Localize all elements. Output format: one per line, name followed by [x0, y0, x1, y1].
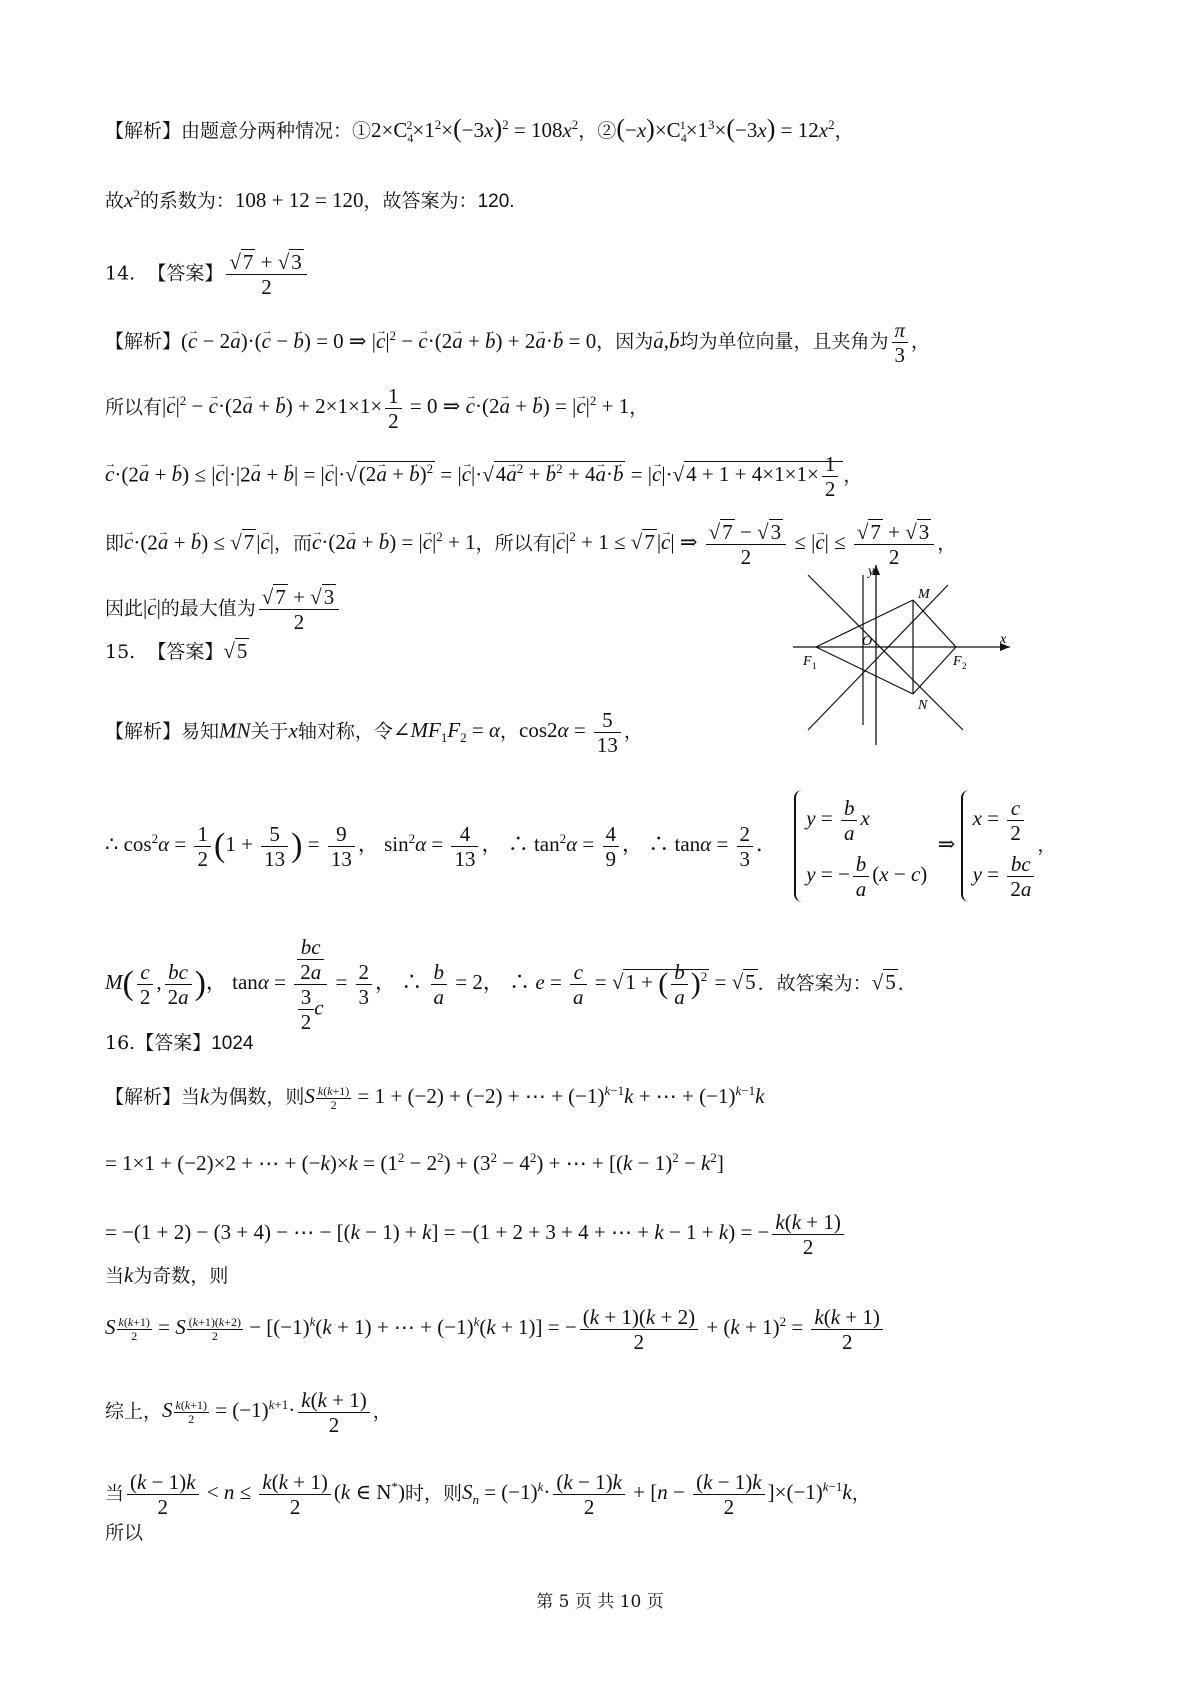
q15-line-1: 【解析】易知MN关于x轴对称，令$\angle MF_1F_2 = \alpha$，cos2α = $\frac{5}{13}$ ，: [105, 708, 643, 757]
formula: M( $\frac{c}{2}$ , $\frac{bc}{2a}$ )， tanα = $\frac{bc}{2a}$ $\frac{3}{2}$ c = $\frac{2}{3}$ ， ∴ $\frac{b}{a}$ = 2， ∴ e = $\frac{c}{a}$ = √1 + ( $\frac{b}{a}$ )$^2$ = √5: [105, 935, 756, 1034]
formula: S $\frac{k(k+1)}{2}$ = S $\frac{(k+1)(k+2)}{2}$ − [$(-1)^k(k + 1)$ + ⋯ + $(-1)^k(k + 1)$] = − $\frac{(k + 1)(k + 2)}{2}$ + $(k + 1)^2$ = $\frac{k(k + 1)}{2}$: [105, 1315, 886, 1339]
text: 即: [105, 532, 125, 555]
n-label: N: [918, 698, 928, 713]
formula: 108 + 12 = 120: [234, 188, 364, 212]
q14-line-2: 所以有$|c \to|^2 - c \to\cdot(2a$ → + b →) + 2×1×1× $\frac{1}{2}$ = 0 ⇒ c →·(2a → + b →) = $|c \to|^2 + 1$，: [105, 384, 1115, 433]
text: 时，则: [404, 1482, 462, 1505]
q14-line-1: 【解析】(c → − 2a →)·(c → − b →) = 0 ⇒ $|c \to|^2 - c \to\cdot(2a$ → + b →) + 2a →·b → = 0，因为a →,b →均为单位向量，且夹角为 $\frac{\pi}{3}$ ，: [105, 318, 1115, 367]
text: x: [288, 718, 298, 743]
text: 关于: [250, 720, 289, 743]
formula: = −(1 + 2) − (3 + 4) − ⋯ − [(k − 1) + k] = −(1 + 2 + 3 + 4 + ⋯ + k − 1 + k) = − $\frac{k(k + 1)}{2}$: [105, 1220, 847, 1244]
text: 为奇数，则: [133, 1265, 229, 1287]
f1-subscript: 1: [812, 661, 817, 671]
text: 轴对称，令: [297, 720, 393, 743]
x-label: x: [1000, 632, 1007, 647]
q16-line-8: [105, 1520, 1115, 1546]
page-footer: 第 5 页 共 10 页: [536, 1592, 664, 1612]
hyperbola-figure: [788, 565, 1018, 750]
formula: (c → − 2a →)·(c → − b →) = 0 ⇒ $|c \to|^2 - c \to\cdot(2a$ → + b →) + 2a →·b → = 0: [181, 329, 596, 353]
text: ，因为: [596, 330, 654, 353]
formula: √5: [871, 970, 896, 995]
q16-line-3: [105, 1210, 1115, 1259]
q13-intro: 由题意分两种情况：: [181, 120, 353, 142]
formula: $\frac{\pi}{3}$: [892, 318, 909, 367]
text: 均为单位向量，且夹角为: [679, 330, 889, 353]
text: 当: [105, 1482, 125, 1505]
formula: $\frac{(k - 1)k}{2}$ < n ≤ $\frac{k(k + 1)}{2}$ (k ∈ N*): [124, 1480, 405, 1504]
m-label: M: [918, 587, 930, 602]
jiexi-label: 【解析】: [105, 720, 182, 743]
jiexi-label: 【解析】: [105, 120, 182, 142]
text: 为偶数，则: [209, 1086, 305, 1108]
q14-line-4: 即c →·(2a → + b →) ≤ √7|c →|，而c →·(2a → + b →) = $|c \to|^2 + 1$，所以有$|c \to|^2 + 1 \le √7|c$ →| ⇒ $\frac{√7 - √3}{2}$ ≤ |c →| ≤ $\frac{√7 + √3}{2}$ ，: [105, 520, 1115, 569]
question-number: 14.: [105, 262, 136, 285]
o-label: O: [862, 634, 873, 649]
q15-line-2: ∴ $\cos^2\alpha$ = $\frac{1}{2}$ (1 + $\frac{5}{13}$ ) = $\frac{9}{13}$ ， $\sin^2\alpha$ = $\frac{4}{13}$ ， ∴ $\tan^2\alpha$ = $\frac{4}{9}$ ， ∴ tanα = $\frac{2}{3}$ ． y = $\frac{b}{a}$ x y = − $\frac{b}{a}$ (x − c) ⇒ x = $\frac{c}{2}$ y = $\frac{bc}{2a}$ ，: [105, 790, 1115, 902]
formula: c →·(2a → + b →) = $|c \to|^2 + 1$: [312, 530, 476, 554]
q14-answer-line: [105, 250, 1115, 299]
formula: S $\frac{k(k+1)}{2}$ = $(-1)^{k+1}\cdot$ $\frac{k(k + 1)}{2}$: [162, 1398, 373, 1422]
f1-label: F: [803, 654, 812, 669]
formula: ∴ $\cos^2\alpha$ = $\frac{1}{2}$ (1 + $\frac{5}{13}$ ) = $\frac{9}{13}$ ， $\sin^2\alpha$ = $\frac{4}{13}$ ， ∴ $\tan^2\alpha$ = $\frac{4}{9}$ ， ∴ tanα = $\frac{2}{3}$ ． y = $\frac{b}{a}$ x y = − $\frac{b}{a}$ (x − c) ⇒ x = $\frac{c}{2}$ y = $\frac{bc}{2a}$: [105, 832, 1037, 856]
segment-mf2: [913, 600, 956, 647]
f2-label: F: [953, 654, 962, 669]
text: 综上，: [105, 1400, 163, 1423]
text: 故: [105, 190, 125, 212]
q13-line-1: 【解析】由题意分两种情况：$①2\times C_4^2\times 1^2\times(-3x)^2 = 108x^2$，$②(-x)\times C_4^1\times 1^3\times(-3x) = 12x^2$，: [105, 114, 854, 146]
formula: $x^2$: [124, 187, 140, 212]
q16-line-5: [105, 1305, 1115, 1354]
answer-fraction: $\frac{√7 + √3}{2}$: [226, 250, 306, 299]
question-number: 16.: [105, 1032, 136, 1054]
formula: k: [200, 1084, 210, 1108]
formula: k: [124, 1263, 134, 1287]
answer: √5: [223, 639, 248, 663]
text: 的最大值为: [160, 597, 256, 620]
text: 的系数为：: [139, 190, 235, 212]
text: MN: [219, 718, 251, 743]
jiexi-label: 【解析】: [105, 330, 182, 353]
q16-line-4: [105, 1262, 1115, 1289]
case1-marker: ①: [352, 120, 372, 142]
q16-answer-line: [105, 1030, 1115, 1057]
jiexi-label: 【解析】: [105, 1086, 182, 1108]
formula: a →,b →: [653, 329, 679, 353]
q14-line-3: c →·(2a → + b →) ≤ |c →|·|2a → + b →| = |c →|·√(2a → + b →)$^2$ = |c →|·√4a →$^2$ + b →$^2$ + 4a →·b → = |c →|·√4 + 1 + 4×1×1× $\frac{1}{2}$ ，: [105, 452, 1115, 501]
q13-line-2: [105, 187, 1115, 215]
q16-line-6: 综上，S $\frac{k(k+1)}{2}$ = $(-1)^{k+1}\cdot$ $\frac{k(k + 1)}{2}$ ，: [105, 1388, 392, 1437]
formula: $(-x)\times C_4^1\times 1^3\times(-3x) = 12x^2$: [616, 114, 835, 146]
segment-f1n: [816, 647, 913, 694]
text: 当: [181, 1086, 201, 1108]
q16-answer: 1024: [211, 1033, 254, 1054]
f2-subscript: 2: [962, 661, 967, 671]
case2-marker: ②: [597, 120, 617, 142]
formula: c →·(2a → + b →) ≤ √7|c →|: [124, 529, 274, 554]
y-label: y: [868, 565, 875, 579]
segment-nf2: [913, 647, 956, 694]
q16-line-2: [105, 1150, 1115, 1177]
question-number: 15.: [105, 641, 136, 663]
text: 因此: [105, 597, 144, 620]
text: 所以: [105, 1522, 144, 1544]
daan-label: 【答案】: [135, 1032, 212, 1054]
text: 易知: [181, 720, 220, 743]
text: 所以有: [105, 396, 163, 419]
formula: $\angle MF_1F_2 = \alpha$: [392, 718, 501, 746]
formula: $|c \to|^2 - c \to\cdot(2a$ → + b →) + 2×1×1× $\frac{1}{2}$ = 0 ⇒ c →·(2a → + b →) = $|c \to|^2 + 1$: [162, 394, 629, 418]
text: 当: [105, 1265, 125, 1287]
formula: S $\frac{k(k+1)}{2}$ = 1 + (−2) + (−2) + ⋯ + $(-1)^{k-1}k$ + ⋯ + $(-1)^{k-1}k$: [304, 1083, 765, 1112]
formula: = 1×1 + (−2)×2 + ⋯ + $(-k)\times k = (1^2 - 2^2) + (3^2 - 4^2)$ + ⋯ + $[(k - 1)^2 - k^2]$: [105, 1150, 724, 1175]
formula: $|c \to|^2 + 1 \le √7|c$ →| ⇒ $\frac{√7 - √3}{2}$ ≤ |c →| ≤ $\frac{√7 + √3}{2}$: [552, 530, 938, 554]
formula: c →·(2a → + b →) ≤ |c →|·|2a → + b →| = |c →|·√(2a → + b →)$^2$ = |c →|·√4a →$^2$ + b →$^2$ + 4a →·b → = |c →|·√4 + 1 + 4×1×1× $\frac{1}{2}$: [105, 461, 843, 486]
text: ，所以有: [475, 532, 552, 555]
daan-label: 【答案】: [147, 262, 224, 285]
text: ．故答案为：: [757, 972, 872, 995]
text: ，故答案为：: [363, 190, 478, 212]
formula: $2\times C_4^2\times 1^2\times(-3x)^2 = 108x^2$: [371, 114, 579, 146]
q15-line-3: M( $\frac{c}{2}$ , $\frac{bc}{2a}$ )， tanα = $\frac{bc}{2a}$ $\frac{3}{2}$ c = $\frac{2}{3}$ ， ∴ $\frac{b}{a}$ = 2， ∴ e = $\frac{c}{a}$ = √1 + ( $\frac{b}{a}$ )$^2$ = √5 ．故答案为：√5 ．: [105, 935, 917, 1034]
formula: |c →|: [143, 596, 161, 620]
formula: cos2α = $\frac{5}{13}$: [519, 718, 624, 742]
q16-line-1: [105, 1083, 1115, 1112]
formula: $\frac{√7 + √3}{2}$: [259, 585, 339, 634]
q16-line-7: 当 $\frac{(k - 1)k}{2}$ < n ≤ $\frac{k(k + 1)}{2}$ (k ∈ N*)时，则$S_n = (-1)^k\cdot$ $\frac{(k - 1)k}{2}$ + [n − $\frac{(k - 1)k}{2}$ ]$\times(-1)^{k-1}k$，: [105, 1470, 871, 1519]
text: ，而: [274, 532, 313, 555]
q13-answer: 120.: [477, 191, 515, 212]
formula: $S_n = (-1)^k\cdot$ $\frac{(k - 1)k}{2}$ + [n − $\frac{(k - 1)k}{2}$ ]$\times(-1)^{k-1}k$: [461, 1470, 852, 1519]
daan-label: 【答案】: [147, 641, 224, 663]
